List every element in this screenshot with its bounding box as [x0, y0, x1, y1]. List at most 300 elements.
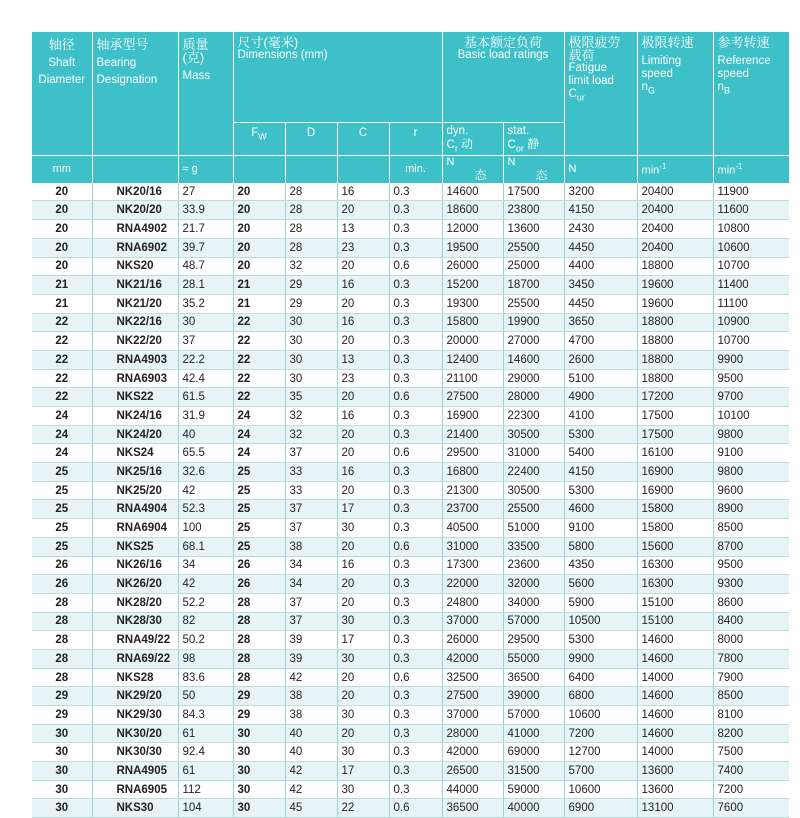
unit-fatigue: N: [564, 155, 637, 183]
cell-limiting-speed: 15100: [637, 593, 713, 612]
cell-c: 16: [337, 183, 389, 201]
cell-shaft: 22: [32, 350, 92, 369]
cell-cor-static: 25000: [503, 257, 564, 276]
cell-shaft: 28: [32, 668, 92, 687]
header-load-ratings: 基本额定负荷 Basic load ratings: [442, 32, 564, 122]
cell-c: 16: [337, 463, 389, 482]
cell-mass: 84.3: [178, 706, 233, 725]
cell-limiting-speed: 18800: [637, 332, 713, 351]
cell-d: 42: [285, 668, 337, 687]
cell-mass: 42: [178, 575, 233, 594]
cell-cur-fatigue: 6800: [564, 687, 637, 706]
cell-r: 0.3: [389, 500, 442, 519]
header-stat: stat. $C_{or}$ 静: [503, 122, 564, 155]
cell-cor-static: 33500: [503, 537, 564, 556]
cell-mass: 34: [178, 556, 233, 575]
cell-limiting-speed: 15600: [637, 537, 713, 556]
cell-limiting-speed: 16900: [637, 481, 713, 500]
cell-limiting-speed: 13600: [637, 780, 713, 799]
unit-dyn: N 态: [442, 155, 503, 183]
table-row: [32, 575, 789, 594]
cell-designation: NK30/20: [92, 724, 178, 743]
table-row: [32, 294, 789, 313]
cell-reference-speed: 8600: [713, 593, 789, 612]
cell-c: 20: [337, 257, 389, 276]
cell-designation: NK21/20: [92, 294, 178, 313]
cell-cor-static: 23600: [503, 556, 564, 575]
unit-r: min.: [389, 155, 442, 183]
cell-cr-dynamic: 23700: [442, 500, 503, 519]
cell-limiting-speed: 14000: [637, 743, 713, 762]
cell-designation: NK24/20: [92, 425, 178, 444]
cell-reference-speed: 9900: [713, 350, 789, 369]
cell-shaft: 29: [32, 687, 92, 706]
cell-r: 0.3: [389, 294, 442, 313]
cell-c: 20: [337, 575, 389, 594]
cell-mass: 104: [178, 799, 233, 818]
cell-cor-static: 69000: [503, 743, 564, 762]
cell-limiting-speed: 15800: [637, 500, 713, 519]
table-row: [32, 220, 789, 239]
table-row: [32, 369, 789, 388]
cell-c: 20: [337, 201, 389, 220]
cell-cr-dynamic: 19500: [442, 238, 503, 257]
cell-cur-fatigue: 4450: [564, 238, 637, 257]
cell-r: 0.3: [389, 556, 442, 575]
cell-cr-dynamic: 32500: [442, 668, 503, 687]
table-row: [32, 631, 789, 650]
cell-cr-dynamic: 42000: [442, 743, 503, 762]
header-c: C: [337, 122, 389, 155]
cell-designation: RNA4902: [92, 220, 178, 239]
cell-d: 37: [285, 519, 337, 538]
cell-reference-speed: 9600: [713, 481, 789, 500]
cell-mass: 52.2: [178, 593, 233, 612]
cell-cur-fatigue: 5300: [564, 481, 637, 500]
cell-shaft: 20: [32, 257, 92, 276]
cell-cr-dynamic: 27500: [442, 687, 503, 706]
cell-designation: NKS28: [92, 668, 178, 687]
cell-r: 0.6: [389, 799, 442, 818]
cell-cor-static: 14600: [503, 350, 564, 369]
cell-r: 0.3: [389, 743, 442, 762]
cell-cr-dynamic: 36500: [442, 799, 503, 818]
cell-fw: 30: [233, 724, 285, 743]
cell-shaft: 25: [32, 463, 92, 482]
cell-limiting-speed: 16100: [637, 444, 713, 463]
table-row: [32, 388, 789, 407]
cell-reference-speed: 8700: [713, 537, 789, 556]
cell-cor-static: 34000: [503, 593, 564, 612]
table-row: [32, 257, 789, 276]
cell-mass: 33.9: [178, 201, 233, 220]
cell-limiting-speed: 17200: [637, 388, 713, 407]
cell-cur-fatigue: 10600: [564, 706, 637, 725]
cell-cr-dynamic: 20000: [442, 332, 503, 351]
cell-r: 0.3: [389, 350, 442, 369]
table-row: [32, 593, 789, 612]
cell-cr-dynamic: 15200: [442, 276, 503, 295]
cell-c: 30: [337, 743, 389, 762]
cell-cor-static: 13600: [503, 220, 564, 239]
cell-reference-speed: 7400: [713, 762, 789, 781]
cell-r: 0.3: [389, 332, 442, 351]
cell-reference-speed: 8900: [713, 500, 789, 519]
cell-cor-static: 30500: [503, 425, 564, 444]
cell-reference-speed: 10900: [713, 313, 789, 332]
cell-reference-speed: 10700: [713, 257, 789, 276]
cell-cr-dynamic: 15800: [442, 313, 503, 332]
table-row: [32, 687, 789, 706]
cell-fw: 28: [233, 668, 285, 687]
cell-designation: NK26/20: [92, 575, 178, 594]
cell-d: 38: [285, 706, 337, 725]
cell-mass: 42.4: [178, 369, 233, 388]
cell-shaft: 25: [32, 481, 92, 500]
header-dimensions: 尺寸(毫米) Dimensions (mm): [233, 32, 442, 122]
cell-limiting-speed: 20400: [637, 201, 713, 220]
cell-cr-dynamic: 37000: [442, 612, 503, 631]
cell-mass: 28.1: [178, 276, 233, 295]
cell-fw: 20: [233, 257, 285, 276]
cell-fw: 24: [233, 444, 285, 463]
cell-limiting-speed: 16900: [637, 463, 713, 482]
cell-cur-fatigue: 5400: [564, 444, 637, 463]
header-bearing: 轴承型号 Bearing Designation: [92, 32, 178, 155]
cell-reference-speed: 9300: [713, 575, 789, 594]
cell-d: 32: [285, 407, 337, 426]
cell-designation: NKS24: [92, 444, 178, 463]
cell-cur-fatigue: 4150: [564, 201, 637, 220]
cell-cor-static: 31000: [503, 444, 564, 463]
cell-r: 0.3: [389, 425, 442, 444]
header-mass: 质量 (克) Mass: [178, 32, 233, 155]
cell-d: 29: [285, 294, 337, 313]
cell-cr-dynamic: 40500: [442, 519, 503, 538]
cell-r: 0.6: [389, 668, 442, 687]
cell-cr-dynamic: 37000: [442, 706, 503, 725]
cell-d: 28: [285, 183, 337, 201]
cell-cr-dynamic: 29500: [442, 444, 503, 463]
cell-mass: 52.3: [178, 500, 233, 519]
cell-c: 13: [337, 220, 389, 239]
cell-reference-speed: 8100: [713, 706, 789, 725]
cell-limiting-speed: 16300: [637, 556, 713, 575]
table-body: [32, 183, 789, 818]
cell-shaft: 25: [32, 519, 92, 538]
header-r: r: [389, 122, 442, 155]
cell-fw: 28: [233, 649, 285, 668]
cell-d: 37: [285, 444, 337, 463]
cell-cur-fatigue: 4350: [564, 556, 637, 575]
cell-limiting-speed: 14000: [637, 668, 713, 687]
cell-cr-dynamic: 21300: [442, 481, 503, 500]
header-dyn: dyn. $C_r$ 动: [442, 122, 503, 155]
table-row: [32, 313, 789, 332]
cell-cur-fatigue: 7200: [564, 724, 637, 743]
cell-cur-fatigue: 6400: [564, 668, 637, 687]
cell-designation: RNA4903: [92, 350, 178, 369]
cell-designation: NK24/16: [92, 407, 178, 426]
unit-reference: $\min^{-1}$: [713, 155, 789, 183]
cell-cur-fatigue: 9100: [564, 519, 637, 538]
cell-fw: 24: [233, 425, 285, 444]
bearing-spec-sheet: [32, 32, 771, 818]
cell-r: 0.3: [389, 631, 442, 650]
cell-cor-static: 23800: [503, 201, 564, 220]
cell-reference-speed: 9100: [713, 444, 789, 463]
table-row: [32, 706, 789, 725]
cell-limiting-speed: 14600: [637, 687, 713, 706]
cell-c: 30: [337, 519, 389, 538]
unit-mass: ≈ g: [178, 155, 233, 183]
table-row: [32, 425, 789, 444]
cell-designation: NK29/30: [92, 706, 178, 725]
cell-reference-speed: 11100: [713, 294, 789, 313]
cell-fw: 22: [233, 369, 285, 388]
cell-limiting-speed: 15800: [637, 519, 713, 538]
cell-r: 0.3: [389, 687, 442, 706]
cell-c: 16: [337, 407, 389, 426]
cell-shaft: 26: [32, 575, 92, 594]
cell-cr-dynamic: 22000: [442, 575, 503, 594]
cell-reference-speed: 11900: [713, 183, 789, 201]
cell-reference-speed: 10700: [713, 332, 789, 351]
cell-reference-speed: 8500: [713, 519, 789, 538]
cell-cr-dynamic: 17300: [442, 556, 503, 575]
unit-limiting: $\min^{-1}$: [637, 155, 713, 183]
cell-d: 45: [285, 799, 337, 818]
cell-d: 30: [285, 369, 337, 388]
cell-r: 0.3: [389, 276, 442, 295]
cell-r: 0.3: [389, 762, 442, 781]
cell-reference-speed: 9500: [713, 556, 789, 575]
cell-shaft: 24: [32, 407, 92, 426]
cell-mass: 112: [178, 780, 233, 799]
cell-c: 30: [337, 706, 389, 725]
cell-designation: NK22/20: [92, 332, 178, 351]
cell-shaft: 24: [32, 425, 92, 444]
cell-d: 38: [285, 687, 337, 706]
cell-reference-speed: 9800: [713, 463, 789, 482]
cell-fw: 30: [233, 780, 285, 799]
cell-cor-static: 29000: [503, 369, 564, 388]
cell-designation: NK22/16: [92, 313, 178, 332]
cell-shaft: 21: [32, 276, 92, 295]
cell-fw: 25: [233, 500, 285, 519]
cell-mass: 61.5: [178, 388, 233, 407]
header-fatigue: 极限疲劳 载荷 Fatigue limit load $C_{ur}$: [564, 32, 637, 155]
cell-limiting-speed: 19600: [637, 276, 713, 295]
cell-limiting-speed: 14600: [637, 724, 713, 743]
cell-limiting-speed: 18800: [637, 313, 713, 332]
cell-shaft: 22: [32, 332, 92, 351]
cell-limiting-speed: 17500: [637, 425, 713, 444]
unit-shaft: mm: [32, 155, 92, 183]
cell-d: 40: [285, 743, 337, 762]
cell-mass: 35.2: [178, 294, 233, 313]
cell-r: 0.3: [389, 481, 442, 500]
cell-d: 32: [285, 257, 337, 276]
cell-mass: 39.7: [178, 238, 233, 257]
cell-r: 0.3: [389, 519, 442, 538]
cell-cor-static: 22400: [503, 463, 564, 482]
table-row: [32, 444, 789, 463]
cell-d: 42: [285, 762, 337, 781]
cell-cor-static: 18700: [503, 276, 564, 295]
cell-cur-fatigue: 5300: [564, 631, 637, 650]
cell-c: 20: [337, 425, 389, 444]
cell-c: 30: [337, 780, 389, 799]
cell-mass: 50.2: [178, 631, 233, 650]
cell-limiting-speed: 18800: [637, 350, 713, 369]
cell-mass: 37: [178, 332, 233, 351]
cell-shaft: 22: [32, 369, 92, 388]
cell-r: 0.3: [389, 183, 442, 201]
cell-d: 37: [285, 612, 337, 631]
cell-shaft: 28: [32, 612, 92, 631]
cell-designation: RNA49/22: [92, 631, 178, 650]
table-row: [32, 799, 789, 818]
cell-r: 0.3: [389, 313, 442, 332]
cell-r: 0.3: [389, 593, 442, 612]
cell-cr-dynamic: 26500: [442, 762, 503, 781]
cell-c: 16: [337, 276, 389, 295]
header-d: D: [285, 122, 337, 155]
table-row: [32, 201, 789, 220]
cell-mass: 22.2: [178, 350, 233, 369]
cell-cur-fatigue: 3650: [564, 313, 637, 332]
cell-d: 37: [285, 500, 337, 519]
cell-mass: 61: [178, 724, 233, 743]
cell-limiting-speed: 20400: [637, 238, 713, 257]
cell-cur-fatigue: 9900: [564, 649, 637, 668]
cell-mass: 32.6: [178, 463, 233, 482]
cell-d: 42: [285, 780, 337, 799]
cell-c: 23: [337, 369, 389, 388]
cell-limiting-speed: 13600: [637, 762, 713, 781]
cell-cor-static: 25500: [503, 500, 564, 519]
cell-fw: 22: [233, 332, 285, 351]
cell-cur-fatigue: 5300: [564, 425, 637, 444]
header-shaft: 轴径 Shaft Diameter: [32, 32, 92, 155]
cell-reference-speed: 7600: [713, 799, 789, 818]
table-row: [32, 332, 789, 351]
cell-cor-static: 39000: [503, 687, 564, 706]
cell-cr-dynamic: 16900: [442, 407, 503, 426]
cell-designation: NKS20: [92, 257, 178, 276]
cell-d: 40: [285, 724, 337, 743]
cell-limiting-speed: 19600: [637, 294, 713, 313]
cell-cr-dynamic: 44000: [442, 780, 503, 799]
cell-r: 0.6: [389, 537, 442, 556]
cell-cor-static: 29500: [503, 631, 564, 650]
cell-fw: 29: [233, 706, 285, 725]
cell-cor-static: 22300: [503, 407, 564, 426]
table-row: [32, 500, 789, 519]
cell-reference-speed: 11400: [713, 276, 789, 295]
cell-shaft: 28: [32, 593, 92, 612]
cell-cr-dynamic: 16800: [442, 463, 503, 482]
cell-mass: 27: [178, 183, 233, 201]
cell-shaft: 26: [32, 556, 92, 575]
cell-designation: NK25/20: [92, 481, 178, 500]
cell-fw: 30: [233, 762, 285, 781]
bearing-spec-table: [32, 32, 789, 818]
cell-d: 29: [285, 276, 337, 295]
cell-fw: 26: [233, 575, 285, 594]
cell-mass: 31.9: [178, 407, 233, 426]
cell-reference-speed: 10800: [713, 220, 789, 239]
cell-r: 0.3: [389, 724, 442, 743]
cell-cor-static: 41000: [503, 724, 564, 743]
cell-d: 30: [285, 332, 337, 351]
cell-designation: NKS22: [92, 388, 178, 407]
cell-cur-fatigue: 5700: [564, 762, 637, 781]
cell-fw: 21: [233, 294, 285, 313]
cell-cor-static: 59000: [503, 780, 564, 799]
table-row: [32, 238, 789, 257]
cell-cr-dynamic: 24800: [442, 593, 503, 612]
cell-fw: 28: [233, 612, 285, 631]
cell-r: 0.3: [389, 612, 442, 631]
cell-reference-speed: 7800: [713, 649, 789, 668]
cell-d: 35: [285, 388, 337, 407]
cell-shaft: 30: [32, 743, 92, 762]
table-row: [32, 724, 789, 743]
cell-fw: 28: [233, 593, 285, 612]
cell-reference-speed: 9500: [713, 369, 789, 388]
cell-designation: RNA6904: [92, 519, 178, 538]
table-row: [32, 612, 789, 631]
cell-fw: 25: [233, 481, 285, 500]
cell-c: 20: [337, 724, 389, 743]
cell-cur-fatigue: 12700: [564, 743, 637, 762]
cell-cor-static: 25500: [503, 294, 564, 313]
cell-designation: NK26/16: [92, 556, 178, 575]
cell-cr-dynamic: 21100: [442, 369, 503, 388]
cell-d: 38: [285, 537, 337, 556]
cell-shaft: 30: [32, 724, 92, 743]
cell-fw: 20: [233, 220, 285, 239]
cell-limiting-speed: 14600: [637, 631, 713, 650]
cell-limiting-speed: 18800: [637, 369, 713, 388]
cell-cr-dynamic: 31000: [442, 537, 503, 556]
cell-cr-dynamic: 18600: [442, 201, 503, 220]
cell-reference-speed: 8000: [713, 631, 789, 650]
cell-cur-fatigue: 4700: [564, 332, 637, 351]
cell-limiting-speed: 14600: [637, 706, 713, 725]
cell-reference-speed: 10100: [713, 407, 789, 426]
cell-fw: 22: [233, 388, 285, 407]
cell-shaft: 20: [32, 183, 92, 201]
cell-r: 0.6: [389, 257, 442, 276]
cell-mass: 68.1: [178, 537, 233, 556]
cell-c: 20: [337, 593, 389, 612]
cell-cor-static: 40000: [503, 799, 564, 818]
cell-designation: NK30/30: [92, 743, 178, 762]
unit-stat: N 态: [503, 155, 564, 183]
cell-cr-dynamic: 14600: [442, 183, 503, 201]
cell-cor-static: 57000: [503, 612, 564, 631]
cell-cur-fatigue: 4450: [564, 294, 637, 313]
header-fw: $F_W$: [233, 122, 285, 155]
table-row: [32, 762, 789, 781]
cell-mass: 98: [178, 649, 233, 668]
cell-reference-speed: 8400: [713, 612, 789, 631]
cell-cor-static: 27000: [503, 332, 564, 351]
cell-fw: 25: [233, 519, 285, 538]
